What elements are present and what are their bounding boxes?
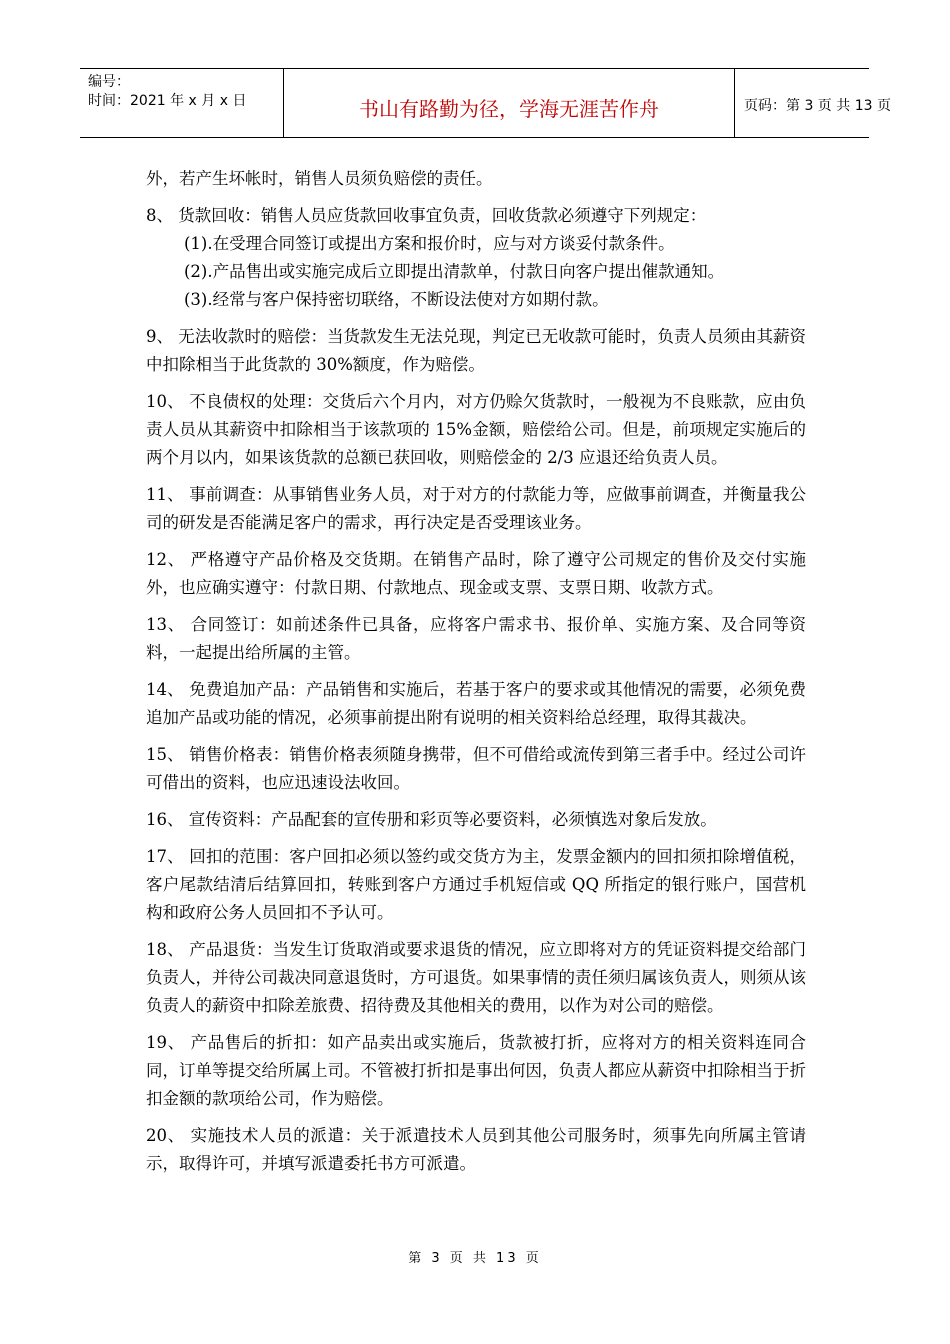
header-page-cell — [734, 69, 891, 137]
clause-text: 8、 货款回收：销售人员应货款回收事宜负责，回收货款必须遵守下列规定： — [146, 206, 707, 225]
clause-text: 11、 事前调查：从事销售业务人员，对于对方的付款能力等，应做事前调查，并衡量我公司的研发是否能满足客户的需求，再行决定是否受理该业务。 — [146, 485, 806, 532]
clause-text: 9、 无法收款时的赔偿：当货款发生无法兑现，判定已无收款可能时，负责人员须由其薪资中扣除相当于此货款的 30%额度，作为赔偿。 — [146, 327, 806, 374]
page-footer: 第 3 页 共 13 页 — [408, 1251, 542, 1266]
clause-paragraph — [146, 936, 806, 1020]
clause-text: 20、 实施技术人员的派遣：关于派遣技术人员到其他公司服务时，须事先向所属主管请示，取得许可，并填写派遣委托书方可派遣。 — [146, 1126, 806, 1173]
serial-label: 编号： — [88, 74, 130, 90]
clause-paragraph — [146, 323, 806, 379]
clause-paragraph — [146, 202, 806, 314]
header-left-cell — [80, 69, 283, 137]
clause-paragraph — [146, 1122, 806, 1178]
sub-clause-item: (1).在受理合同签订或提出方案和报价时，应与对方谈妥付款条件。 — [184, 234, 675, 253]
clause-text: 10、 不良债权的处理：交货后六个月内，对方仍赊欠货款时，一般视为不良账款，应由负责人员从其薪资中扣除相当于该款项的 15%金额，赔偿给公司。但是，前项规定实施后的两个月以内，如果该货款的总额已获回收，则赔偿金的 2/3 应退还给负责人员。 — [146, 392, 806, 467]
clause-text: 12、 严格遵守产品价格及交货期。在销售产品时，除了遵守公司规定的售价及交付实施外，也应确实遵守：付款日期、付款地点、现金或支票、支票日期、收款方式。 — [146, 550, 806, 597]
clause-text: 17、 回扣的范围：客户回扣必须以签约或交货方为主，发票金额内的回扣须扣除增值税，客户尾款结清后结算回扣，转账到客户方通过手机短信或 QQ 所指定的银行账户，国营机构和政府公务人员回扣不予认可。 — [146, 847, 806, 922]
header-motto: 书山有路勤为径，学海无涯苦作舟 — [359, 97, 659, 121]
clause-paragraph — [146, 388, 806, 472]
clause-paragraph — [146, 165, 806, 193]
clause-paragraph — [146, 611, 806, 667]
document-header — [80, 68, 891, 138]
document-body — [146, 165, 806, 1187]
sub-clause-item: (2).产品售出或实施完成后立即提出清款单，付款日向客户提出催款通知。 — [184, 262, 725, 281]
clause-text: 15、 销售价格表：销售价格表须随身携带，但不可借给或流传到第三者手中。经过公司许可借出的资料，也应迅速设法收回。 — [146, 745, 806, 792]
header-page-number: 页码：第 3 页 共 13 页 — [744, 98, 891, 114]
clause-paragraph — [146, 1029, 806, 1113]
clause-text: 14、 免费追加产品：产品销售和实施后，若基于客户的要求或其他情况的需要，必须免费追加产品或功能的情况，必须事前提出附有说明的相关资料给总经理，取得其裁决。 — [146, 680, 806, 727]
clause-text: 18、 产品退货：当发生订货取消或要求退货的情况，应立即将对方的凭证资料提交给部门负责人，并待公司裁决同意退货时，方可退货。如果事情的责任须归属该负责人，则须从该负责人的薪资中扣除差旅费、招待费及其他相关的费用，以作为对公司的赔偿。 — [146, 940, 806, 1015]
header-motto-cell — [283, 69, 735, 137]
clause-paragraph — [146, 546, 806, 602]
sub-clause-list — [146, 230, 806, 314]
clause-paragraph — [146, 481, 806, 537]
clause-text: 13、 合同签订：如前述条件已具备，应将客户需求书、报价单、实施方案、及合同等资料，一起提出给所属的主管。 — [146, 615, 806, 662]
clause-paragraph — [146, 741, 806, 797]
clause-paragraph — [146, 676, 806, 732]
date-label: 时间：2021 年 x 月 x 日 — [88, 93, 247, 109]
clause-paragraph — [146, 806, 806, 834]
clause-text: 外，若产生坏帐时，销售人员须负赔偿的责任。 — [146, 169, 493, 188]
clause-paragraph — [146, 843, 806, 927]
sub-clause-item: (3).经常与客户保持密切联络，不断设法使对方如期付款。 — [184, 290, 609, 309]
clause-text: 19、 产品售后的折扣：如产品卖出或实施后，货款被打折，应将对方的相关资料连同合同，订单等提交给所属上司。不管被打折扣是事出何因，负责人都应从薪资中扣除相当于折扣金额的款项给公司，作为赔偿。 — [146, 1033, 806, 1108]
clause-text: 16、 宣传资料：产品配套的宣传册和彩页等必要资料，必须慎选对象后发放。 — [146, 810, 717, 829]
